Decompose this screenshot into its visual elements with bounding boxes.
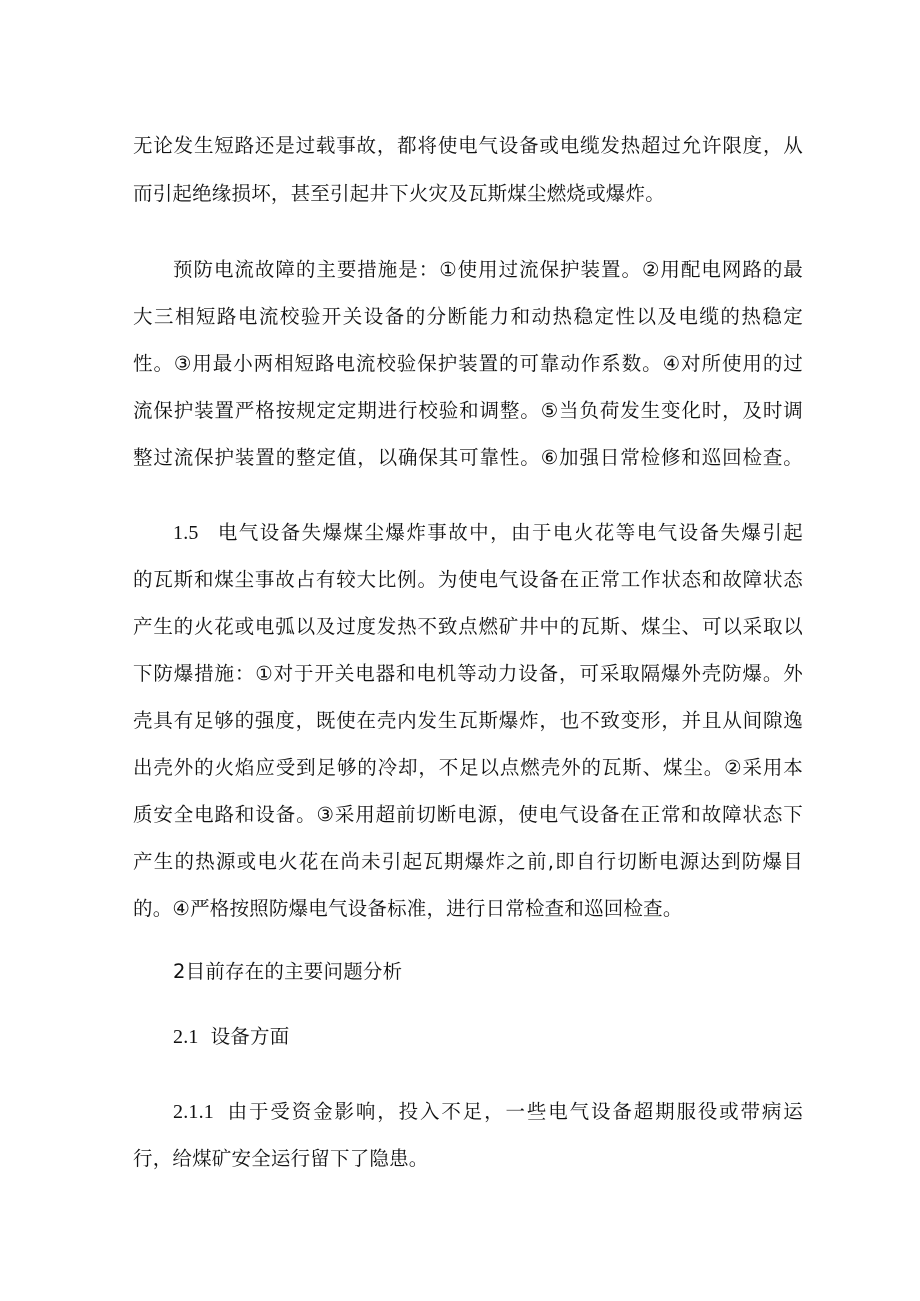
paragraph-line: 大三相短路电流校验开关设备的分断能力和动热稳定性以及电缆的热稳定 — [133, 305, 803, 328]
paragraph-line: 无论发生短路还是过载事故，都将使电气设备或电缆发热超过允许限度，从 — [133, 134, 803, 157]
paragraph-text: 电气设备失爆煤尘爆炸事故中，由于电火花等电气设备失爆引起 — [216, 521, 803, 544]
paragraph-first-line — [173, 518, 803, 548]
paragraph-line: 整过流保护装置的整定值，以确保其可靠性。⑥加强日常检修和巡回检查。 — [133, 446, 803, 469]
paragraph-line: 流保护装置严格按规定定期进行校验和调整。⑤当负荷发生变化时，及时调 — [133, 399, 803, 422]
paragraph-line: 的瓦斯和煤尘事故占有较大比例。为使电气设备在正常工作状态和故障状态 — [133, 568, 803, 591]
paragraph-line: 产生的热源或电火花在尚未引起瓦期爆炸之前,即自行切断电源达到防爆目 — [133, 850, 803, 873]
section-number: 1.5 — [173, 522, 199, 544]
paragraph-line: 下防爆措施：①对于开关电器和电机等动力设备，可采取隔爆外壳防爆。外 — [133, 662, 803, 685]
paragraph-first-line — [173, 1097, 803, 1127]
section-heading: 2目前存在的主要问题分析 — [173, 960, 403, 983]
paragraph-line: 性。③用最小两相短路电流校验保护装置的可靠动作系数。④对所使用的过 — [133, 352, 803, 375]
paragraph-line: 而引起绝缘损坏，甚至引起井下火灾及瓦斯煤尘燃烧或爆炸。 — [133, 182, 665, 205]
paragraph-line: 行，给煤矿安全运行留下了隐患。 — [133, 1147, 429, 1170]
section-number: 2.1.1 — [173, 1101, 214, 1123]
paragraph-line: 的。④严格按照防爆电气设备标准，进行日常检查和巡回检查。 — [133, 897, 683, 920]
paragraph-text: 由于受资金影响，投入不足，一些电气设备超期服役或带病运 — [226, 1100, 803, 1123]
paragraph-line: 质安全电路和设备。③采用超前切断电源，使电气设备在正常和故障状态下 — [133, 803, 803, 826]
subsection-title: 设备方面 — [210, 1025, 290, 1048]
section-number: 2.1 — [173, 1026, 199, 1048]
paragraph-line: 产生的火花或电弧以及过度发热不致点燃矿井中的瓦斯、煤尘、可以采取以 — [133, 615, 803, 638]
subsection-heading — [173, 1022, 803, 1052]
paragraph-line: 预防电流故障的主要措施是：①使用过流保护装置。②用配电网路的最 — [173, 258, 803, 281]
paragraph-line: 出壳外的火焰应受到足够的冷却，不足以点燃壳外的瓦斯、煤尘。②采用本 — [133, 756, 803, 779]
paragraph-line: 壳具有足够的强度，既使在壳内发生瓦斯爆炸，也不致变形，并且从间隙逸 — [133, 709, 803, 732]
